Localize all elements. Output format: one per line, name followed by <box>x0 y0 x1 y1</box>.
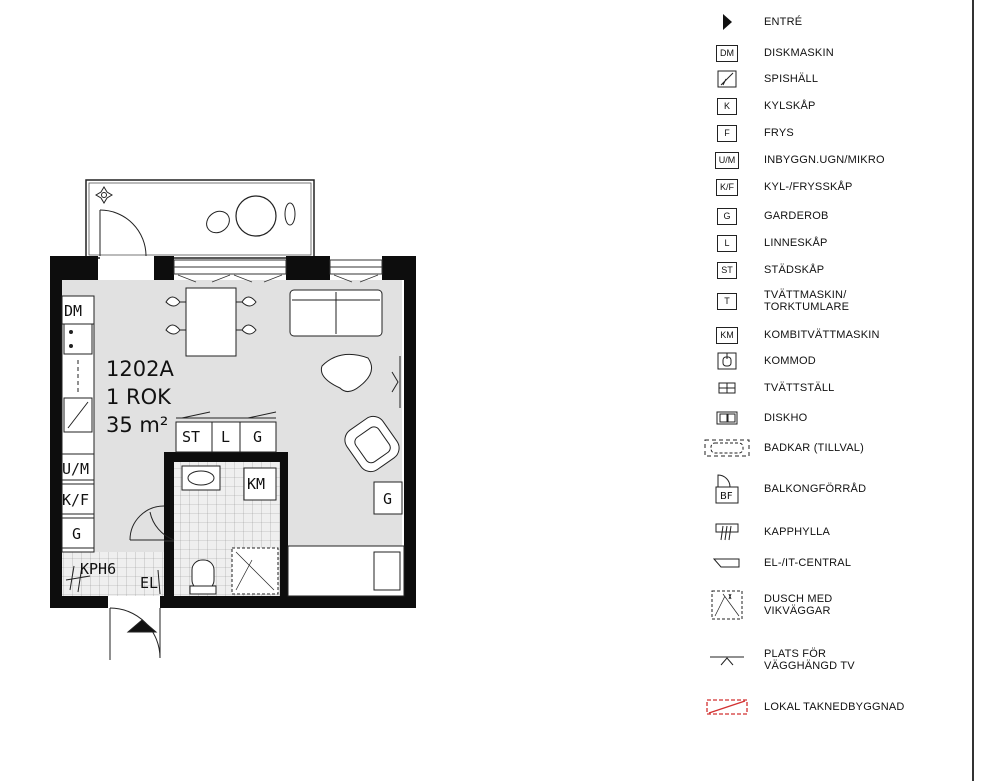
km-label: KM <box>247 475 266 493</box>
legend-symbol: T <box>717 293 737 310</box>
legend-label: LOKAL TAKNEDBYGGNAD <box>764 701 905 713</box>
legend-symbol: U/M <box>715 152 740 169</box>
legend-row <box>690 478 866 500</box>
shower-icon <box>690 590 764 620</box>
legend-label: DUSCH MED VIKVÄGGAR <box>764 593 833 617</box>
balcony <box>86 180 314 258</box>
legend-label: INBYGGN.UGN/MIKRO <box>764 154 885 166</box>
legend-row <box>690 594 832 616</box>
legend-label: PLATS FÖR VÄGGHÄNGD TV <box>764 648 855 672</box>
legend-label: BALKONGFÖRRÅD <box>764 483 867 495</box>
legend-symbol: DM <box>716 45 738 62</box>
legend-row <box>690 232 828 254</box>
legend-row <box>690 290 849 312</box>
entrance-arrow-icon <box>128 620 156 632</box>
legend-row <box>690 11 802 33</box>
st-label: ST <box>182 428 201 446</box>
legend-row <box>690 122 794 144</box>
box-icon <box>690 125 764 142</box>
legend-symbol: KM <box>716 327 738 344</box>
um-label: U/M <box>62 460 90 478</box>
bathtub-icon <box>690 438 764 458</box>
toilet-icon <box>690 352 764 370</box>
kph-label: KPH6 <box>80 560 117 578</box>
box-icon <box>690 293 764 310</box>
legend-row <box>690 68 818 90</box>
box-icon <box>690 179 764 196</box>
box-icon <box>690 327 764 344</box>
g-center-label: G <box>253 428 263 446</box>
legend-symbol: K/F <box>716 179 738 196</box>
legend-row <box>690 149 885 171</box>
legend-row <box>690 437 864 459</box>
legend-label: TVÄTTSTÄLL <box>764 382 835 394</box>
box-icon <box>690 208 764 225</box>
legend-row <box>690 95 816 117</box>
legend-label: KAPPHYLLA <box>764 526 831 538</box>
kf-label: K/F <box>62 491 90 509</box>
page-border <box>972 0 974 781</box>
legend-row <box>690 205 829 227</box>
legend-label: DISKHO <box>764 412 808 424</box>
legend-symbol: L <box>717 235 737 252</box>
tv-icon <box>690 654 764 666</box>
legend-label: ENTRÉ <box>764 16 803 28</box>
legend-row <box>690 176 853 198</box>
box-icon <box>690 98 764 115</box>
apartment-number: 1202A <box>106 357 174 381</box>
legend-row <box>690 407 807 429</box>
sink-icon <box>64 324 92 354</box>
legend-label: STÄDSKÅP <box>764 264 825 276</box>
box-icon <box>690 152 764 169</box>
legend-row <box>690 552 851 574</box>
legend-symbol: ST <box>717 262 737 279</box>
legend-label: KOMMOD <box>764 355 816 367</box>
legend-label: LINNESKÅP <box>764 237 828 249</box>
svg-text:BF: BF <box>720 491 733 502</box>
legend-label: DISKMASKIN <box>764 47 834 59</box>
legend-row <box>690 350 816 372</box>
box-icon <box>690 262 764 279</box>
legend-label: EL-/IT-CENTRAL <box>764 557 852 569</box>
g-right-label: G <box>383 490 393 508</box>
legend-label: KYL-/FRYSSKÅP <box>764 181 853 193</box>
legend-label: KOMBITVÄTTMASKIN <box>764 329 880 341</box>
legend-row <box>690 521 830 543</box>
legend-row <box>690 259 824 281</box>
legend-row <box>690 649 855 671</box>
legend-row <box>690 324 880 346</box>
legend-symbol: F <box>717 125 737 142</box>
el-label: EL <box>140 574 159 592</box>
lowered-ceiling-icon <box>690 698 764 716</box>
legend-row <box>690 377 834 399</box>
storage-icon <box>690 473 764 505</box>
legend-symbol: K <box>717 98 737 115</box>
entrance-door <box>110 608 160 660</box>
l-label: L <box>221 428 231 446</box>
washbasin-icon <box>690 382 764 394</box>
box-icon <box>690 45 764 62</box>
legend-row <box>690 696 905 718</box>
coat-rack-icon <box>690 523 764 541</box>
apartment-type: 1 ROK <box>106 385 171 409</box>
sofa <box>290 290 382 336</box>
electrical-panel-icon <box>690 557 764 569</box>
sink-icon <box>690 411 764 425</box>
legend-label: SPISHÄLL <box>764 73 819 85</box>
legend-symbol: G <box>717 208 737 225</box>
legend-label: FRYS <box>764 127 794 139</box>
stove-icon <box>690 70 764 88</box>
legend-label: KYLSKÅP <box>764 100 816 112</box>
box-icon <box>690 235 764 252</box>
legend-label: BADKAR (TILLVAL) <box>764 442 864 454</box>
g-left-label: G <box>72 525 82 543</box>
windows <box>174 260 382 282</box>
entrance-arrow-icon <box>690 13 764 31</box>
legend-label: TVÄTTMASKIN/ TORKTUMLARE <box>764 289 850 313</box>
dm-label: DM <box>64 302 83 320</box>
apartment-area: 35 m² <box>106 413 169 437</box>
legend-label: GARDEROB <box>764 210 829 222</box>
legend-row <box>690 42 834 64</box>
